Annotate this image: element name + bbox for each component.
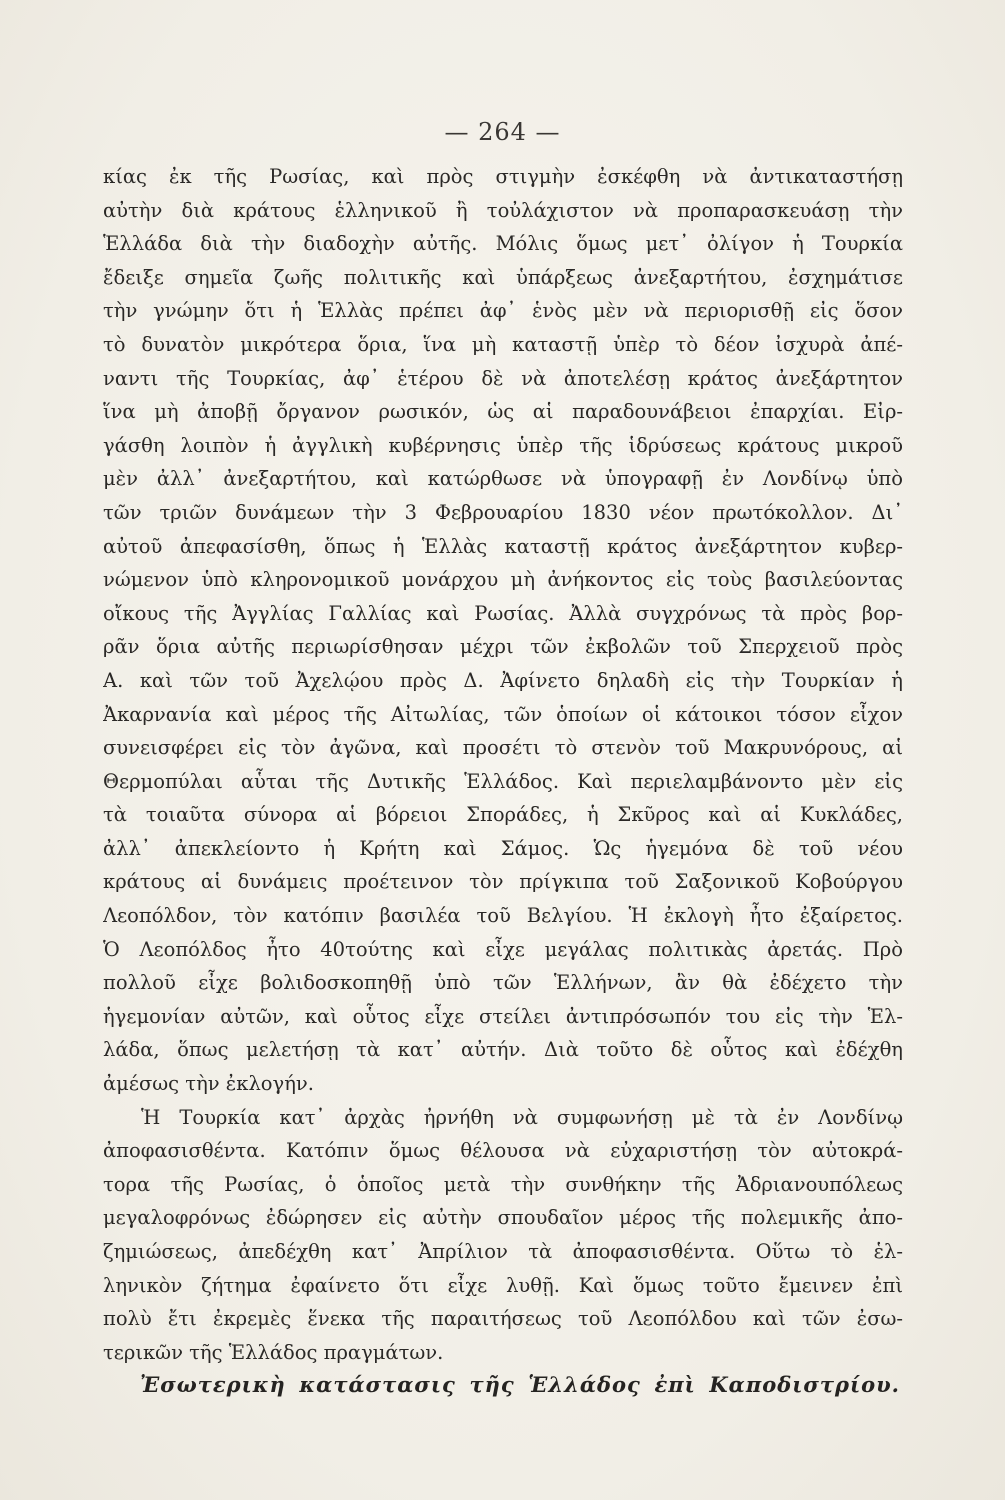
text-line: κράτους αἱ δυνάμεις προέτεινον τὸν πρίγκιπα τοῦ Σαξονικοῦ Κοβούργου bbox=[103, 870, 903, 894]
text-line: ληνικὸν ζήτημα ἐφαίνετο ὅτι εἶχε λυθῇ. Καὶ ὅμως τοῦτο ἔμεινεν ἐπὶ bbox=[103, 1273, 903, 1297]
text-line: ἀμέσως τὴν ἐκλογήν. bbox=[103, 1072, 314, 1096]
text-line: νώμενον ὑπὸ κληρονομικοῦ μονάρχου μὴ ἀνήκοντος εἰς τοὺς βασιλεύοντας bbox=[103, 568, 903, 592]
text-line: τὸ δυνατὸν μικρότερα ὅρια, ἵνα μὴ καταστῇ ὑπὲρ τὸ δέον ἰσχυρὰ ἀπέ- bbox=[103, 332, 903, 356]
text-line: συνεισφέρει εἰς τὸν ἀγῶνα, καὶ προσέτι τὸ στενὸν τοῦ Μακρυνόρους, αἱ bbox=[103, 736, 903, 760]
text-line: Ἑλλάδα διὰ τὴν διαδοχὴν αὐτῆς. Μόλις ὅμως μετ᾽ ὀλίγον ἡ Τουρκία bbox=[103, 232, 903, 256]
text-line: ἡγεμονίαν αὐτῶν, καὶ οὗτος εἶχε στείλει ἀντιπρόσωπόν του εἰς τὴν Ἑλ- bbox=[103, 1004, 903, 1028]
text-line: ζημιώσεως, ἀπεδέχθη κατ᾽ Ἀπρίλιον τὰ ἀποφασισθέντα. Οὕτω τὸ ἑλ- bbox=[103, 1240, 903, 1263]
text-line: Ἀκαρνανία καὶ μέρος τῆς Αἰτωλίας, τῶν ὁποίων οἱ κάτοικοι τόσον εἶχον bbox=[103, 702, 903, 726]
text-line: ἀλλ᾽ ἀπεκλείοντο ἡ Κρήτη καὶ Σάμος. Ὡς ἡγεμόνα δὲ τοῦ νέου bbox=[103, 836, 903, 860]
text-line: Ἡ Τουρκία κατ᾽ ἀρχὰς ἠρνήθη νὰ συμφωνήσῃ μὲ τὰ ἐν Λονδίνῳ bbox=[141, 1105, 903, 1129]
text-line: αὐτοῦ ἀπεφασίσθη, ὅπως ἡ Ἑλλὰς καταστῇ κράτος ἀνεξάρτητον κυβερ- bbox=[103, 534, 903, 558]
text-line: Θερμοπύλαι αὗται τῆς Δυτικῆς Ἑλλάδος. Καὶ περιελαμβάνοντο μὲν εἰς bbox=[103, 769, 903, 793]
text-line: ναντι τῆς Τουρκίας, ἀφ᾽ ἑτέρου δὲ νὰ ἀποτελέσῃ κράτος ἀνεξάρτητον bbox=[103, 366, 903, 390]
text-line: Α. καὶ τῶν τοῦ Ἀχελῴου πρὸς Δ. Ἀφίνετο δηλαδὴ εἰς τὴν Τουρκίαν ἡ bbox=[103, 668, 903, 692]
text-line: πολὺ ἔτι ἐκρεμὲς ἕνεκα τῆς παραιτήσεως τοῦ Λεοπόλδου καὶ τῶν ἐσω- bbox=[103, 1307, 903, 1331]
text-line: ρᾶν ὅρια αὐτῆς περιωρίσθησαν μέχρι τῶν ἐκβολῶν τοῦ Σπερχειοῦ πρὸς bbox=[103, 635, 903, 659]
text-line: τερικῶν τῆς Ἑλλάδος πραγμάτων. bbox=[103, 1340, 444, 1364]
text-line: μεγαλοφρόνως ἐδώρησεν εἰς αὐτὴν σπουδαῖον μέρος τῆς πολεμικῆς ἀπο- bbox=[103, 1206, 903, 1230]
page-number: — 264 — bbox=[444, 118, 561, 146]
text-line: οἴκους τῆς Ἀγγλίας Γαλλίας καὶ Ρωσίας. Ἀλλὰ συγχρόνως τὰ πρὸς βορ- bbox=[103, 601, 903, 625]
text-line: κίας ἐκ τῆς Ρωσίας, καὶ πρὸς στιγμὴν ἐσκέφθη νὰ ἀντικαταστήσῃ bbox=[103, 165, 903, 188]
text-line: τὴν γνώμην ὅτι ἡ Ἑλλὰς πρέπει ἀφ᾽ ἑνὸς μὲν νὰ περιορισθῇ εἰς ὅσον bbox=[103, 299, 903, 323]
text-line: ἔδειξε σημεῖα ζωῆς πολιτικῆς καὶ ὑπάρξεως ἀνεξαρτήτου, ἐσχημάτισε bbox=[103, 265, 903, 289]
text-line: τῶν τριῶν δυνάμεων τὴν 3 Φεβρουαρίου 1830 νέον πρωτόκολλον. Δι᾽ bbox=[103, 500, 903, 524]
text-line: μὲν ἀλλ᾽ ἀνεξαρτήτου, καὶ κατώρθωσε νὰ ὑπογραφῇ ἐν Λονδίνῳ ὑπὸ bbox=[103, 467, 903, 491]
text-line: τὰ τοιαῦτα σύνορα αἱ βόρειοι Σποράδες, ἡ Σκῦρος καὶ αἱ Κυκλάδες, bbox=[103, 803, 903, 827]
text-line: ἀποφασισθέντα. Κατόπιν ὅμως θέλουσα νὰ εὐχαριστήσῃ τὸν αὐτοκρά- bbox=[103, 1139, 903, 1163]
text-line: αὐτὴν διὰ κράτους ἑλληνικοῦ ἢ τοὐλάχιστον νὰ προπαρασκευάσῃ τὴν bbox=[103, 198, 903, 222]
text-line: ἵνα μὴ ἀποβῇ ὄργανον ρωσικόν, ὡς αἱ παραδουνάβειοι ἐπαρχίαι. Εἰρ- bbox=[103, 400, 903, 424]
text-line: Λεοπόλδον, τὸν κατόπιν βασιλέα τοῦ Βελγίου. Ἡ ἐκλογὴ ἦτο ἐξαίρετος. bbox=[103, 904, 903, 928]
text-line: Ὁ Λεοπόλδος ἦτο 40τούτης καὶ εἶχε μεγάλας πολιτικὰς ἀρετάς. Πρὸ bbox=[103, 937, 903, 961]
section-heading: Ἐσωτερικὴ κατάστασις τῆς Ἑλλάδος ἐπὶ Καποδιστρίου. bbox=[140, 1372, 900, 1397]
text-line: πολλοῦ εἶχε βολιδοσκοπηθῇ ὑπὸ τῶν Ἑλλήνων, ἂν θὰ ἐδέχετο τὴν bbox=[103, 971, 903, 995]
text-line: γάσθη λοιπὸν ἡ ἀγγλικὴ κυβέρνησις ὑπὲρ τῆς ἱδρύσεως κράτους μικροῦ bbox=[103, 433, 903, 457]
text-line: λάδα, ὅπως μελετήσῃ τὰ κατ᾽ αὐτήν. Διὰ τοῦτο δὲ οὗτος καὶ ἐδέχθη bbox=[103, 1038, 903, 1062]
body-text bbox=[103, 160, 903, 1369]
text-line: τορα τῆς Ρωσίας, ὁ ὁποῖος μετὰ τὴν συνθήκην τῆς Ἀδριανουπόλεως bbox=[103, 1172, 903, 1196]
